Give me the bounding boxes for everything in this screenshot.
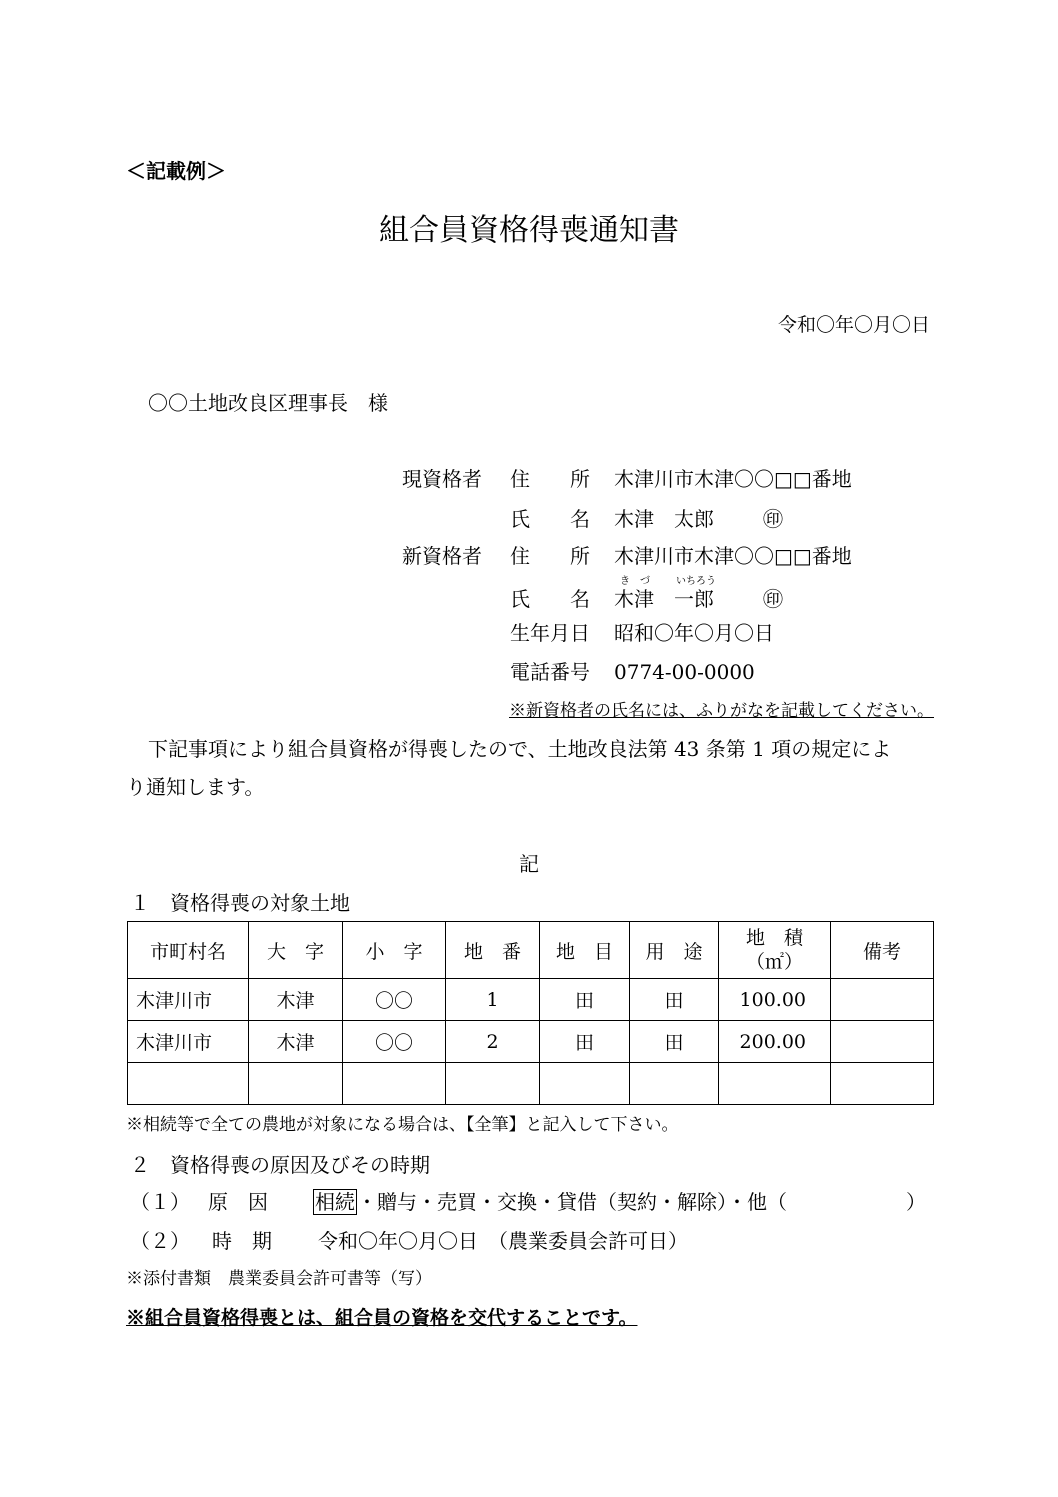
header-municipality: 市町村名 bbox=[128, 922, 249, 979]
header-area-line2: （㎡） bbox=[745, 951, 803, 973]
new-name: 木津 一郎 bbox=[614, 587, 714, 611]
furigana-family: き づ bbox=[620, 576, 650, 587]
furigana-given: いちろう bbox=[676, 576, 716, 587]
cell-chiban bbox=[446, 1063, 540, 1105]
cell-youto: 田 bbox=[630, 1021, 719, 1063]
header-koaza: 小 字 bbox=[343, 922, 446, 979]
birth-date: 昭和〇年〇月〇日 bbox=[614, 621, 774, 645]
period-value: 令和〇年〇月〇日 （農業委員会許可日） bbox=[318, 1229, 688, 1253]
cell-municipality bbox=[128, 1063, 249, 1105]
cell-koaza: 〇〇 bbox=[343, 1021, 446, 1063]
cell-area bbox=[719, 1063, 831, 1105]
furigana-note: ※新資格者の氏名には、ふりがなを記載してください。 bbox=[509, 701, 934, 721]
table-row bbox=[128, 1063, 934, 1105]
period-number: （２） bbox=[130, 1229, 190, 1253]
phone-number: 0774-00-0000 bbox=[614, 660, 755, 684]
table-row bbox=[128, 1021, 934, 1063]
page-title: 組合員資格得喪通知書 bbox=[379, 213, 679, 248]
ki-heading: 記 bbox=[519, 852, 539, 876]
cause-rest: ・贈与・売買・交換・貸借（契約・解除）・他（ bbox=[357, 1190, 787, 1214]
current-address-label: 住 所 bbox=[510, 467, 590, 491]
cell-chimoku: 田 bbox=[540, 1021, 630, 1063]
section1-title: １ 資格得喪の対象土地 bbox=[130, 891, 350, 915]
phone-label: 電話番号 bbox=[510, 660, 590, 684]
body-text-line2: り通知します。 bbox=[126, 775, 265, 799]
section2-title: ２ 資格得喪の原因及びその時期 bbox=[130, 1153, 430, 1177]
table-row bbox=[128, 979, 934, 1021]
addressee: 〇〇土地改良区理事長 様 bbox=[148, 391, 388, 415]
current-name: 木津 太郎 bbox=[614, 507, 714, 531]
current-address: 木津川市木津〇〇□□番地 bbox=[614, 467, 852, 491]
cell-oaza: 木津 bbox=[249, 979, 343, 1021]
cell-youto bbox=[630, 1063, 719, 1105]
birth-label: 生年月日 bbox=[510, 621, 590, 645]
table-header-row bbox=[128, 922, 934, 979]
header-chimoku: 地 目 bbox=[540, 922, 630, 979]
period-label: 時 期 bbox=[212, 1229, 272, 1253]
current-seal-mark: ㊞ bbox=[763, 507, 783, 531]
table-note: ※相続等で全ての農地が対象になる場合は、【全筆】と記入して下さい。 bbox=[126, 1115, 679, 1135]
header-youto: 用 途 bbox=[630, 922, 719, 979]
attachment-note: ※添付書類 農業委員会許可書等（写） bbox=[126, 1269, 432, 1289]
cause-label: 原 因 bbox=[208, 1190, 268, 1214]
cell-chimoku bbox=[540, 1063, 630, 1105]
new-seal-mark: ㊞ bbox=[763, 587, 783, 611]
cell-oaza bbox=[249, 1063, 343, 1105]
body-text-line1: 下記事項により組合員資格が得喪したので、土地改良法第 43 条第 1 項の規定によ bbox=[148, 737, 892, 761]
cause-options bbox=[313, 1189, 787, 1215]
cell-chimoku: 田 bbox=[540, 979, 630, 1021]
header-area-line1: 地 積 bbox=[745, 927, 803, 949]
header-remarks: 備考 bbox=[831, 922, 934, 979]
cause-number: （１） bbox=[130, 1190, 190, 1214]
cell-chiban: 2 bbox=[446, 1021, 540, 1063]
cell-area: 200.00 bbox=[719, 1021, 831, 1063]
cause-selected: 相続 bbox=[315, 1190, 355, 1214]
header-chiban: 地 番 bbox=[446, 922, 540, 979]
cell-remarks bbox=[831, 1063, 934, 1105]
land-table bbox=[127, 921, 934, 1105]
definition-note: ※組合員資格得喪とは、組合員の資格を交代することです。 bbox=[126, 1307, 638, 1329]
header-area bbox=[719, 922, 831, 979]
cause-close: ） bbox=[906, 1190, 926, 1214]
new-holder-label: 新資格者 bbox=[402, 544, 482, 568]
cell-remarks bbox=[831, 1021, 934, 1063]
new-address: 木津川市木津〇〇□□番地 bbox=[614, 544, 852, 568]
example-label: ＜記載例＞ bbox=[126, 159, 226, 183]
header-oaza: 大 字 bbox=[249, 922, 343, 979]
current-holder-label: 現資格者 bbox=[402, 467, 482, 491]
cell-area: 100.00 bbox=[719, 979, 831, 1021]
cell-oaza: 木津 bbox=[249, 1021, 343, 1063]
cell-chiban: 1 bbox=[446, 979, 540, 1021]
document-date: 令和〇年〇月〇日 bbox=[777, 314, 930, 336]
new-name-label: 氏 名 bbox=[510, 587, 590, 611]
cell-koaza bbox=[343, 1063, 446, 1105]
current-name-label: 氏 名 bbox=[510, 507, 590, 531]
cell-youto: 田 bbox=[630, 979, 719, 1021]
cell-municipality: 木津川市 bbox=[128, 979, 249, 1021]
cell-remarks bbox=[831, 979, 934, 1021]
cell-municipality: 木津川市 bbox=[128, 1021, 249, 1063]
new-address-label: 住 所 bbox=[510, 544, 590, 568]
cell-koaza: 〇〇 bbox=[343, 979, 446, 1021]
